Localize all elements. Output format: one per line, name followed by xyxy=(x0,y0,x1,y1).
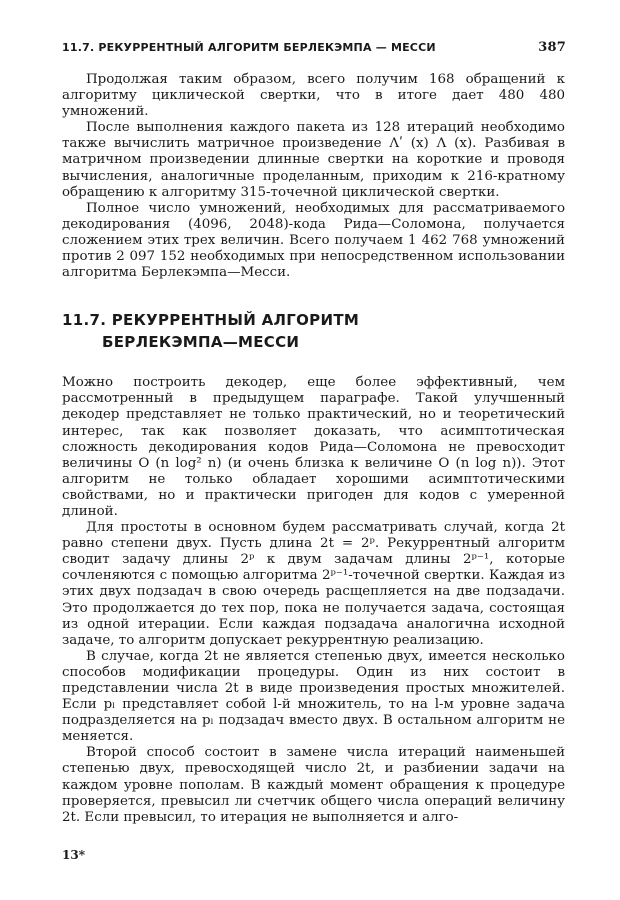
section-title-line2: БЕРЛЕКЭМПА—МЕССИ xyxy=(102,333,300,352)
page-body xyxy=(62,72,565,826)
running-title: 11.7. РЕКУРРЕНТНЫЙ АЛГОРИТМ БЕРЛЕКЭМПА — МЕССИ xyxy=(62,41,436,54)
paragraph: Продолжая таким образом, всего получим 168 обращений к алгоритму циклической свертки, что в итоге дает 480 480 умножений. xyxy=(62,72,565,120)
section-number: 11.7. xyxy=(62,311,107,330)
section-heading xyxy=(62,309,565,353)
paragraph: Для простоты в основном будем рассматривать случай, когда 2t равно степени двух. Пусть длина 2t = 2ᵖ. Рекуррентный алгоритм сводит задачу длины 2ᵖ к двум задачам длины 2ᵖ⁻¹, которые сочленяются с помощью алгоритма 2ᵖ⁻¹-точечной свертки. Каждая из этих двух подзадач в свою очередь расщепляется на две подзадачи. Это продолжается до тех пор, пока не получается задача, состоящая из одной итерации. Если каждая подзадача аналогична исходной задаче, то алгоритм допускает рекуррентную реализацию. xyxy=(62,520,565,648)
signature-mark: 13* xyxy=(62,848,85,862)
paragraph: Полное число умножений, необходимых для рассматриваемого декодирования (4096, 2048)-кода Рида—Соломона, получается сложением этих трех величин. Всего получаем 1 462 768 умножений против 2 097 152 необходимых при непосредственном использовании алгоритма Берлекэмпа—Месси. xyxy=(62,200,565,281)
section-title-line1: РЕКУРРЕНТНЫЙ АЛГОРИТМ xyxy=(111,311,360,330)
paragraph: Второй способ состоит в замене числа итераций наименьшей степенью двух, превосходящей число 2t, и разбиении задачи на каждом уровне пополам. В каждый момент обращения к процедуре проверяется, превысил ли счетчик общего числа операций величину 2t. Если превысил, то итерация не выполняется и алго- xyxy=(62,745,565,825)
paragraph: В случае, когда 2t не является степенью двух, имеется несколько способов модификации процедуры. Один из них состоит в представлении числа 2t в виде произведения простых множителей. Если pₗ представляет собой l-й множитель, то на l-м уровне задача подразделяется на pₗ подзадач вместо двух. В остальном алгоритм не меняется. xyxy=(62,648,565,745)
running-header xyxy=(62,40,566,55)
paragraph: После выполнения каждого пакета из 128 итераций необходимо также вычислить матричное произведение Λʹ (x) Λ (x). Разбивая в матричном произведении длинные свертки на короткие и проводя вычисления, аналогичные проделанным, приходим к 216-кратному обращению к алгоритму 315-точечной циклической свертки. xyxy=(62,120,565,200)
paragraph: Можно построить декодер, еще более эффективный, чем рассмотренный в предыдущем параграфе. Такой улучшенный декодер представляет не только практический, но и теоретический интерес, так как позволяет доказать, что асимптотическая сложность декодирования кодов Рида—Соломона не превосходит величины O (n log² n) (и очень близка к величине O (n log n)). Этот алгоритм не только обладает хорошими асимптотическими свойствами, но и практически пригоден для кодов с умеренной длиной. xyxy=(62,375,565,519)
page-number: 387 xyxy=(538,40,566,55)
